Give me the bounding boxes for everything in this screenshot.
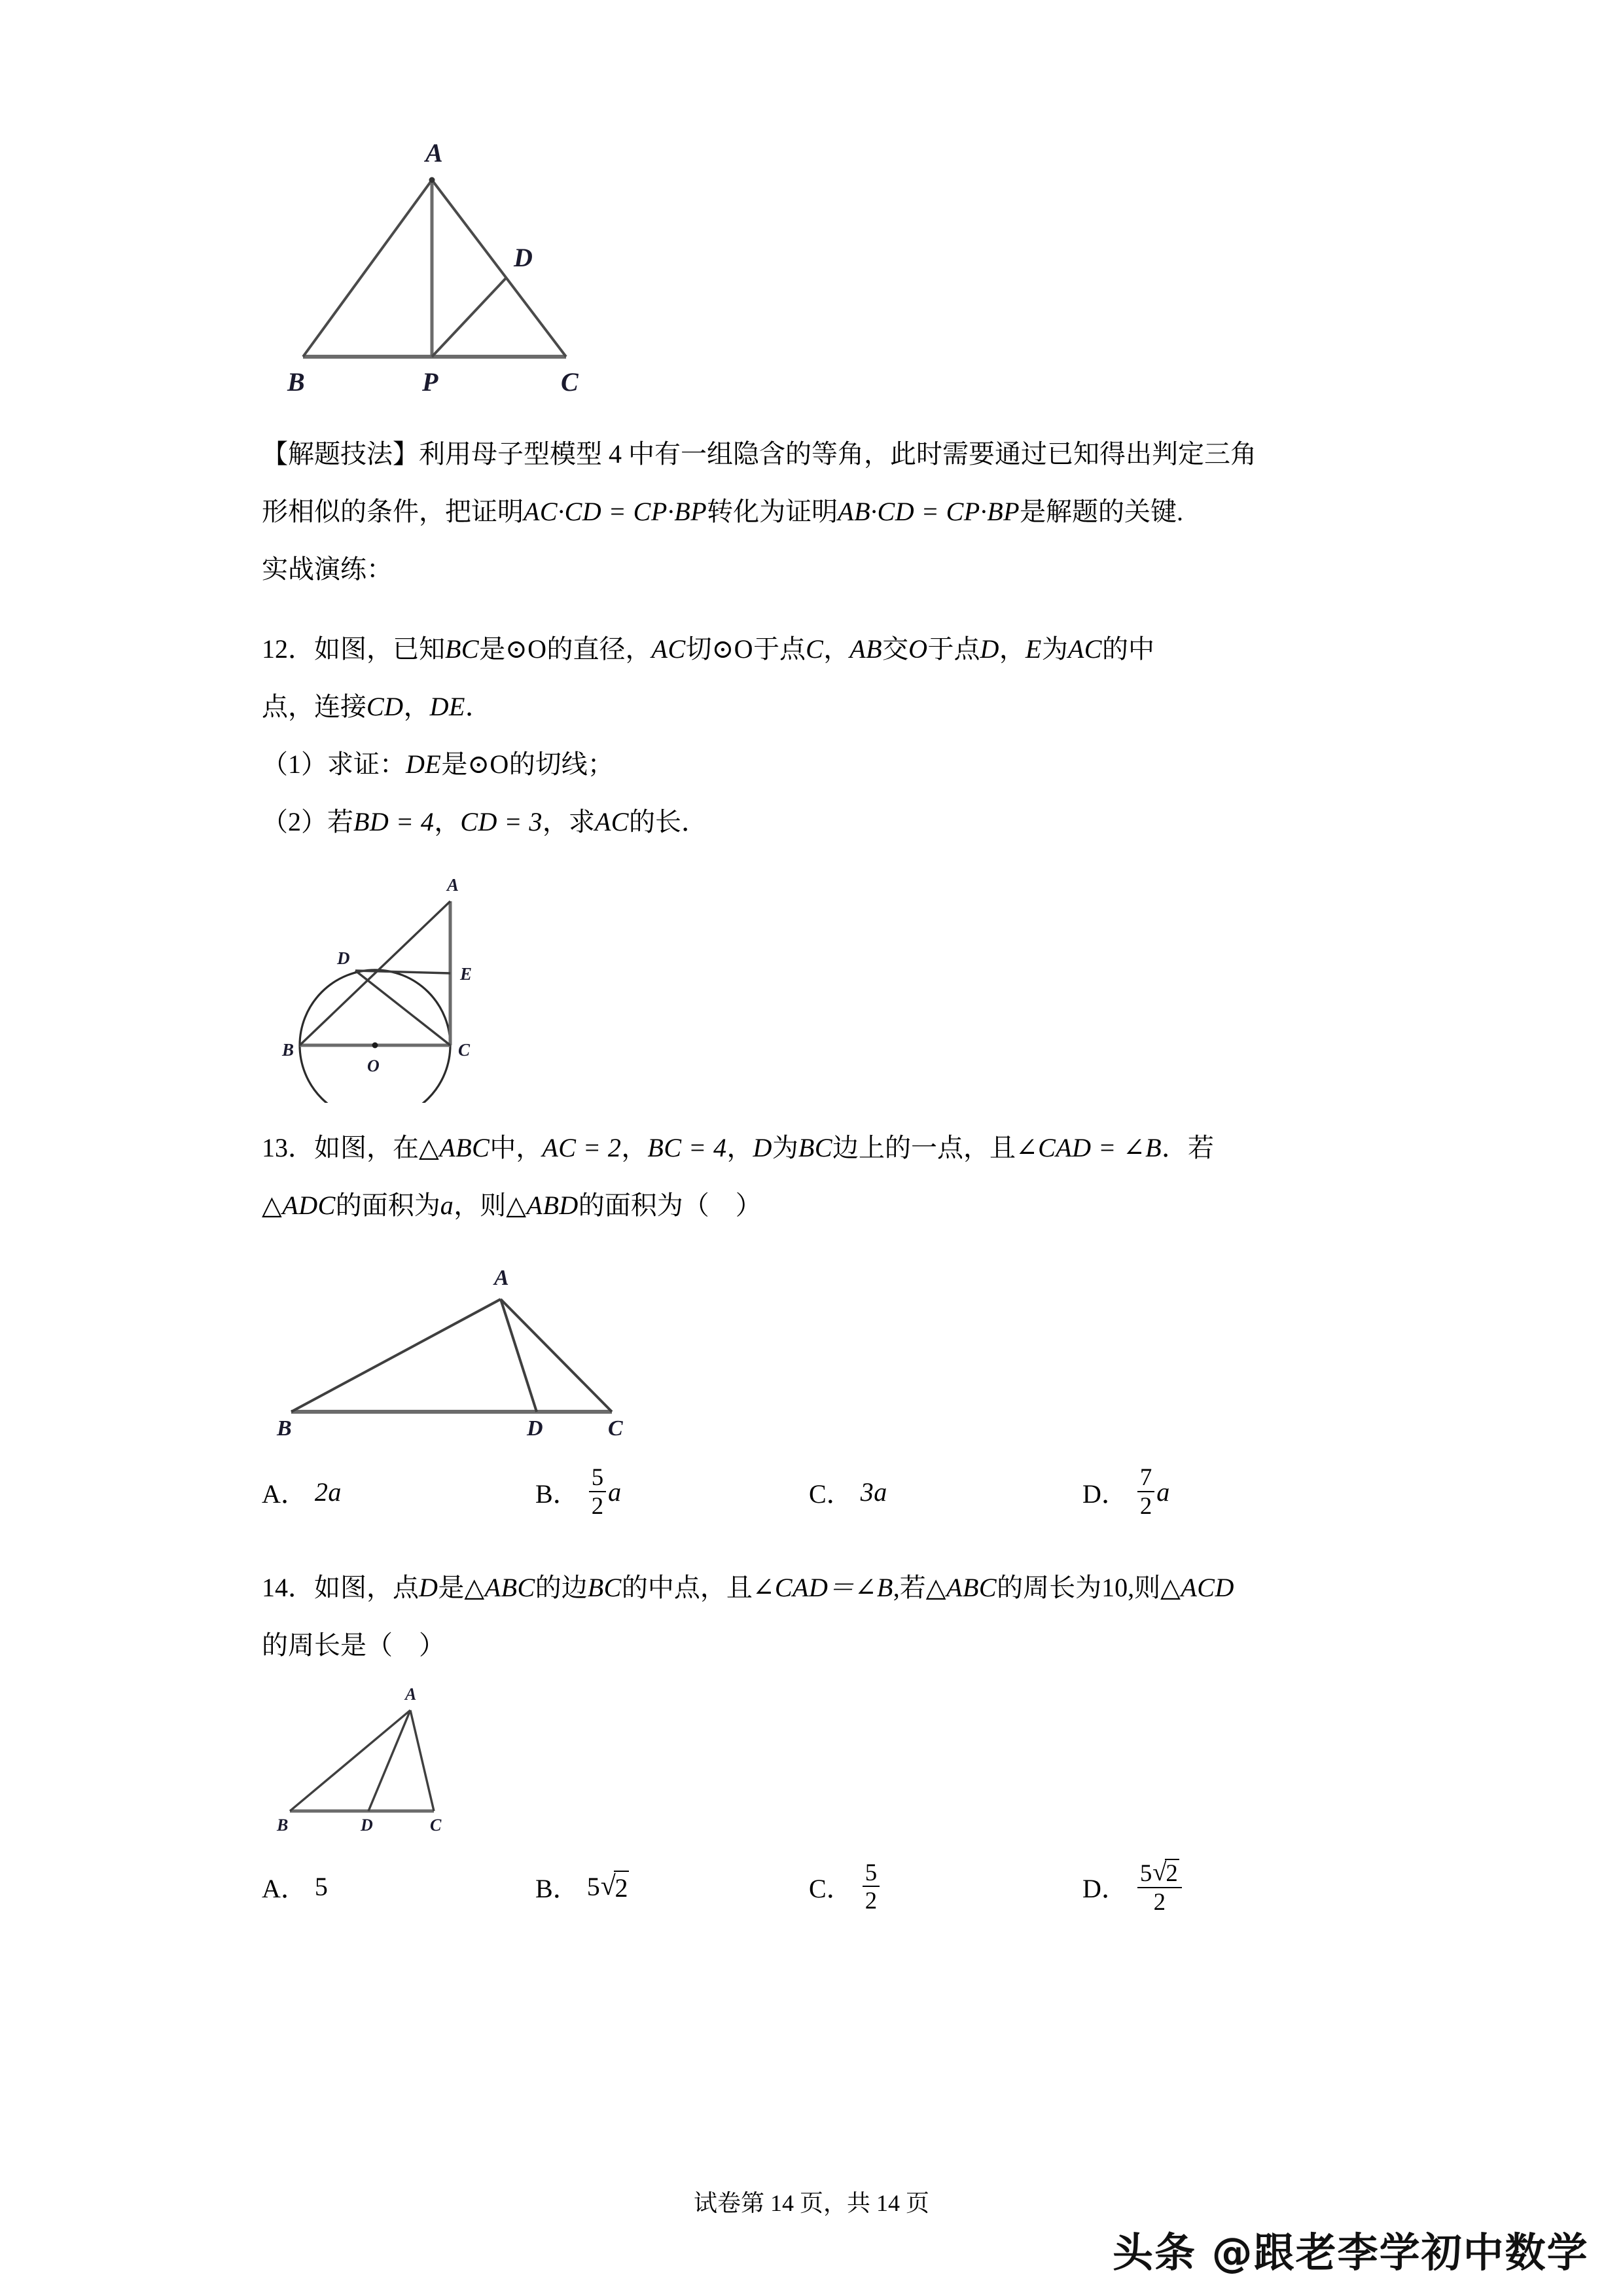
q14-option-a-label: A． (262, 1874, 307, 1904)
q13-option-d-suffix: a (1156, 1477, 1170, 1507)
label-o: O (367, 1056, 380, 1075)
q12-part2-sep2: ，求 (542, 807, 595, 836)
q14-option-c-label: C． (809, 1874, 853, 1904)
tip-equation-1: AC·CD = CP·BP (524, 497, 707, 526)
q14-option-b-radicand: 2 (614, 1871, 629, 1903)
figure-q13-svg (265, 1260, 632, 1437)
q12-part2-sep1: ， (434, 807, 461, 836)
q14-option-d-num-prefix: 5 (1139, 1859, 1152, 1886)
figure-q13-triangle (265, 1260, 632, 1437)
label-a: A (447, 875, 459, 895)
q12-stem-14: ． (465, 692, 491, 721)
q13-sep-2: ， (726, 1133, 753, 1162)
q14-stem-7: ,则 (1128, 1573, 1161, 1602)
q12-ac-2: AC (1067, 634, 1102, 664)
q12-stem-12: 点，连接 (262, 692, 366, 721)
q13-option-b-fraction (589, 1465, 606, 1518)
segment-ab (291, 1299, 501, 1412)
q12-stem-3: 的直径， (546, 634, 652, 664)
segment-ab (290, 1710, 410, 1811)
label-d: D (361, 1816, 373, 1833)
q14-option-b[interactable] (535, 1859, 809, 1914)
tip-line2-a: 形相似的条件，把证明 (262, 497, 524, 526)
q14-option-d-radical (1152, 1859, 1179, 1886)
q13-eq-bc: BC = 4 (647, 1133, 727, 1162)
q12-part2-eq2: CD = 3 (460, 807, 543, 836)
q12-part2-eq1: BD = 4 (353, 807, 435, 836)
segment-ac (410, 1710, 434, 1811)
q13-stem-2: 中， (490, 1133, 543, 1162)
q14-option-c-denominator: 2 (865, 1887, 878, 1914)
q12-point-c: C (806, 634, 824, 664)
q13-eq-angle: ∠CAD = ∠B (1016, 1133, 1162, 1162)
q13-option-a-value: 2a (314, 1477, 342, 1507)
q12-point-e: E (1025, 634, 1042, 664)
segment-ad (368, 1710, 410, 1811)
label-b: B (282, 1040, 294, 1060)
footer-page-text: 试卷第 14 页，共 14 页 (693, 2190, 929, 2216)
label-a: A (405, 1685, 417, 1704)
label-c: C (458, 1040, 471, 1060)
watermark-account (1113, 2220, 1589, 2278)
q13-option-a-label: A． (262, 1479, 307, 1509)
radical-sign-icon: √ (600, 1871, 616, 1902)
label-a: A (425, 138, 443, 168)
q14-option-b-prefix: 5 (586, 1872, 600, 1902)
q13-line2-d: ） (735, 1191, 762, 1220)
q14-bc: BC (587, 1573, 622, 1602)
q12-odot-o-2: ⊙O (711, 634, 754, 664)
q14-option-a-value: 5 (314, 1872, 328, 1902)
q14-option-b-radical (601, 1871, 630, 1903)
label-d: D (527, 1416, 543, 1437)
q13-option-b-label: B． (535, 1479, 579, 1509)
tip-line2-c: 是解题的关键. (1020, 497, 1184, 526)
label-a: A (494, 1266, 509, 1290)
tip-bracket-close: 】 (393, 439, 419, 469)
label-d: D (514, 243, 533, 272)
q14-option-d-numerator (1137, 1859, 1182, 1888)
figure-q12-circle (272, 867, 507, 1103)
q14-option-d-label: D． (1082, 1874, 1128, 1904)
q12-stem-5: 于点 (753, 634, 806, 664)
q13-bc: BC (798, 1133, 833, 1162)
q12-de: DE (429, 692, 465, 721)
q12-stem-1: 如图，已知 (314, 634, 445, 664)
q12-part2-label: （2）若 (262, 807, 353, 836)
segment-ac (432, 180, 566, 357)
label-b: B (277, 1816, 289, 1833)
q12-point-d: D (980, 634, 999, 664)
q14-option-d-denominator: 2 (1153, 1888, 1166, 1915)
practice-heading-text: 实战演练： (262, 554, 393, 584)
tip-line1-a: 利用母子型模型 (419, 439, 602, 469)
q13-option-d-denominator: 2 (1139, 1492, 1152, 1519)
q12-stem-8: 于点 (927, 634, 980, 664)
q12-part2-ac: AC (594, 807, 629, 836)
question-12-stem-line1 (262, 620, 1356, 678)
q12-stem-13: ， (403, 692, 430, 721)
label-c: C (608, 1416, 623, 1437)
question-12-stem-line2 (262, 678, 1356, 736)
question-12-part2 (262, 793, 1356, 851)
segment-ab (303, 180, 432, 357)
question-13-stem-line2 (262, 1177, 1356, 1234)
q13-stem-4: 边上的一点，且 (832, 1133, 1016, 1162)
label-d: D (337, 948, 350, 968)
q14-option-b-label: B． (535, 1874, 579, 1904)
figure-model4-svg (259, 121, 599, 403)
question-12-part1 (262, 736, 1356, 793)
circle-o (300, 970, 450, 1103)
q13-option-d[interactable] (1082, 1465, 1356, 1518)
q12-o: O (908, 634, 928, 664)
q13-line2-c: 的面积为（ (578, 1191, 709, 1220)
segment-pd (432, 278, 506, 357)
q14-option-d-fraction (1137, 1859, 1182, 1914)
q12-cd: CD (366, 692, 404, 721)
q12-stem-6: ， (823, 634, 850, 664)
q13-triangle-abd: △ABD (506, 1191, 579, 1220)
question-14-stem-line1 (262, 1559, 1356, 1617)
label-c: C (430, 1816, 442, 1833)
q13-stem-3: 为 (772, 1133, 798, 1162)
q12-part1-label: （1）求证： (262, 749, 406, 779)
q13-point-d: D (753, 1133, 772, 1162)
q13-option-d-label: D． (1082, 1479, 1128, 1509)
q14-stem-1: 如图，点 (314, 1573, 419, 1602)
q13-stem-5: ．若 (1162, 1133, 1215, 1162)
q14-option-c-numerator: 5 (863, 1860, 880, 1888)
question-13-options (262, 1465, 1356, 1518)
q14-line2-a: 的周长是（ (262, 1630, 393, 1660)
label-c: C (561, 367, 579, 397)
q14-stem-4: 的中点，且 (621, 1573, 753, 1602)
tip-bracket-open: 【 (262, 439, 288, 469)
q12-stem-11: 的中 (1101, 634, 1154, 664)
center-o-dot (372, 1043, 378, 1049)
q13-line2-a: 的面积为 (335, 1191, 440, 1220)
q12-part1-de: DE (406, 749, 442, 779)
figure-model4-triangle (259, 121, 599, 403)
q13-option-d-numerator: 7 (1137, 1465, 1154, 1492)
q14-perimeter-value: 10 (1101, 1573, 1128, 1602)
vertex-a-dot (429, 177, 435, 183)
q12-part1-odot: ⊙O (467, 749, 509, 779)
figure-q14-svg (265, 1672, 527, 1833)
q14-option-c[interactable] (809, 1859, 1082, 1914)
q14-option-d[interactable] (1082, 1859, 1356, 1914)
q13-sep-1: ， (621, 1133, 648, 1162)
question-14-stem-line2 (262, 1617, 1356, 1674)
q13-option-c-label: C． (809, 1479, 853, 1509)
footer-page-number (0, 2185, 1623, 2218)
figure-q14-triangle (265, 1672, 527, 1833)
q14-option-d-radicand: 2 (1166, 1859, 1178, 1886)
q14-stem-6: 的周长为 (997, 1573, 1102, 1602)
q13-area-var: a (440, 1191, 454, 1220)
tip-paragraph-line1 (262, 425, 1356, 483)
practice-heading (262, 541, 1356, 598)
label-p: P (422, 367, 438, 397)
q12-ac: AC (651, 634, 686, 664)
q12-bc: BC (445, 634, 480, 664)
q14-point-d: D (419, 1573, 438, 1602)
q12-odot-o-1: ⊙O (505, 634, 547, 664)
q14-stem-3: 的边 (535, 1573, 588, 1602)
radical-sign-icon: √ (1152, 1858, 1167, 1886)
tip-equation-2: AB·CD = CP·BP (838, 497, 1020, 526)
q12-part2-tail: 的长． (629, 807, 707, 836)
q13-option-d-fraction (1137, 1465, 1154, 1518)
q13-eq-ac: AC = 2 (542, 1133, 622, 1162)
q12-stem-7: 交 (882, 634, 909, 664)
q12-part1-mid: 是 (441, 749, 468, 779)
q12-stem-4: 切 (685, 634, 712, 664)
q14-triangle-abc-2: △ABC (925, 1573, 997, 1602)
q12-ab: AB (849, 634, 883, 664)
q14-stem-5: ,若 (893, 1573, 926, 1602)
q14-triangle-abc: △ABC (464, 1573, 535, 1602)
q12-stem-2: 是 (479, 634, 506, 664)
q12-stem-10: 为 (1041, 634, 1068, 664)
q14-eq-angle: ∠CAD＝∠B (752, 1573, 893, 1602)
tip-heading: 解题技法 (288, 439, 393, 469)
q14-line2-b: ） (419, 1630, 445, 1660)
q12-number: 12． (262, 634, 314, 664)
q13-option-b-numerator: 5 (589, 1465, 606, 1492)
q13-option-b-suffix: a (608, 1477, 622, 1507)
q13-option-c[interactable] (809, 1465, 1082, 1518)
question-13-stem-line1 (262, 1119, 1356, 1177)
q12-stem-9: ， (999, 634, 1026, 664)
q13-triangle-abc: △ABC (419, 1133, 490, 1162)
question-14-options (262, 1859, 1356, 1914)
q12-part1-tail: 的切线； (508, 749, 614, 779)
q13-option-c-value: 3a (860, 1477, 887, 1507)
q14-option-a[interactable] (262, 1859, 535, 1914)
q13-option-a[interactable] (262, 1465, 535, 1518)
q13-number: 13． (262, 1133, 314, 1162)
q14-option-c-fraction (863, 1860, 880, 1914)
watermark-text: 头条 @跟老李学初中数学 (1113, 2229, 1589, 2276)
tip-line2-b: 转化为证明 (707, 497, 838, 526)
q14-triangle-acd: △ACD (1160, 1573, 1234, 1602)
q13-stem-1: 如图，在 (314, 1133, 419, 1162)
label-e: E (460, 964, 473, 984)
label-b: B (287, 367, 305, 397)
tip-line1-b: 中有一组隐含的等角，此时需要通过已知得出判定三角 (628, 439, 1257, 469)
figure-q12-svg (272, 867, 507, 1103)
segment-de (355, 971, 450, 973)
q14-number: 14． (262, 1573, 314, 1602)
q14-stem-2: 是 (438, 1573, 465, 1602)
q13-option-b[interactable] (535, 1465, 809, 1518)
segment-dc (355, 971, 450, 1045)
label-b: B (277, 1416, 292, 1437)
q13-line2-b: ，则 (454, 1191, 507, 1220)
tip-model-number: 4 (609, 439, 622, 469)
q13-option-b-denominator: 2 (591, 1492, 604, 1519)
q13-triangle-adc: △ADC (262, 1191, 336, 1220)
tip-paragraph-line2 (262, 483, 1356, 541)
